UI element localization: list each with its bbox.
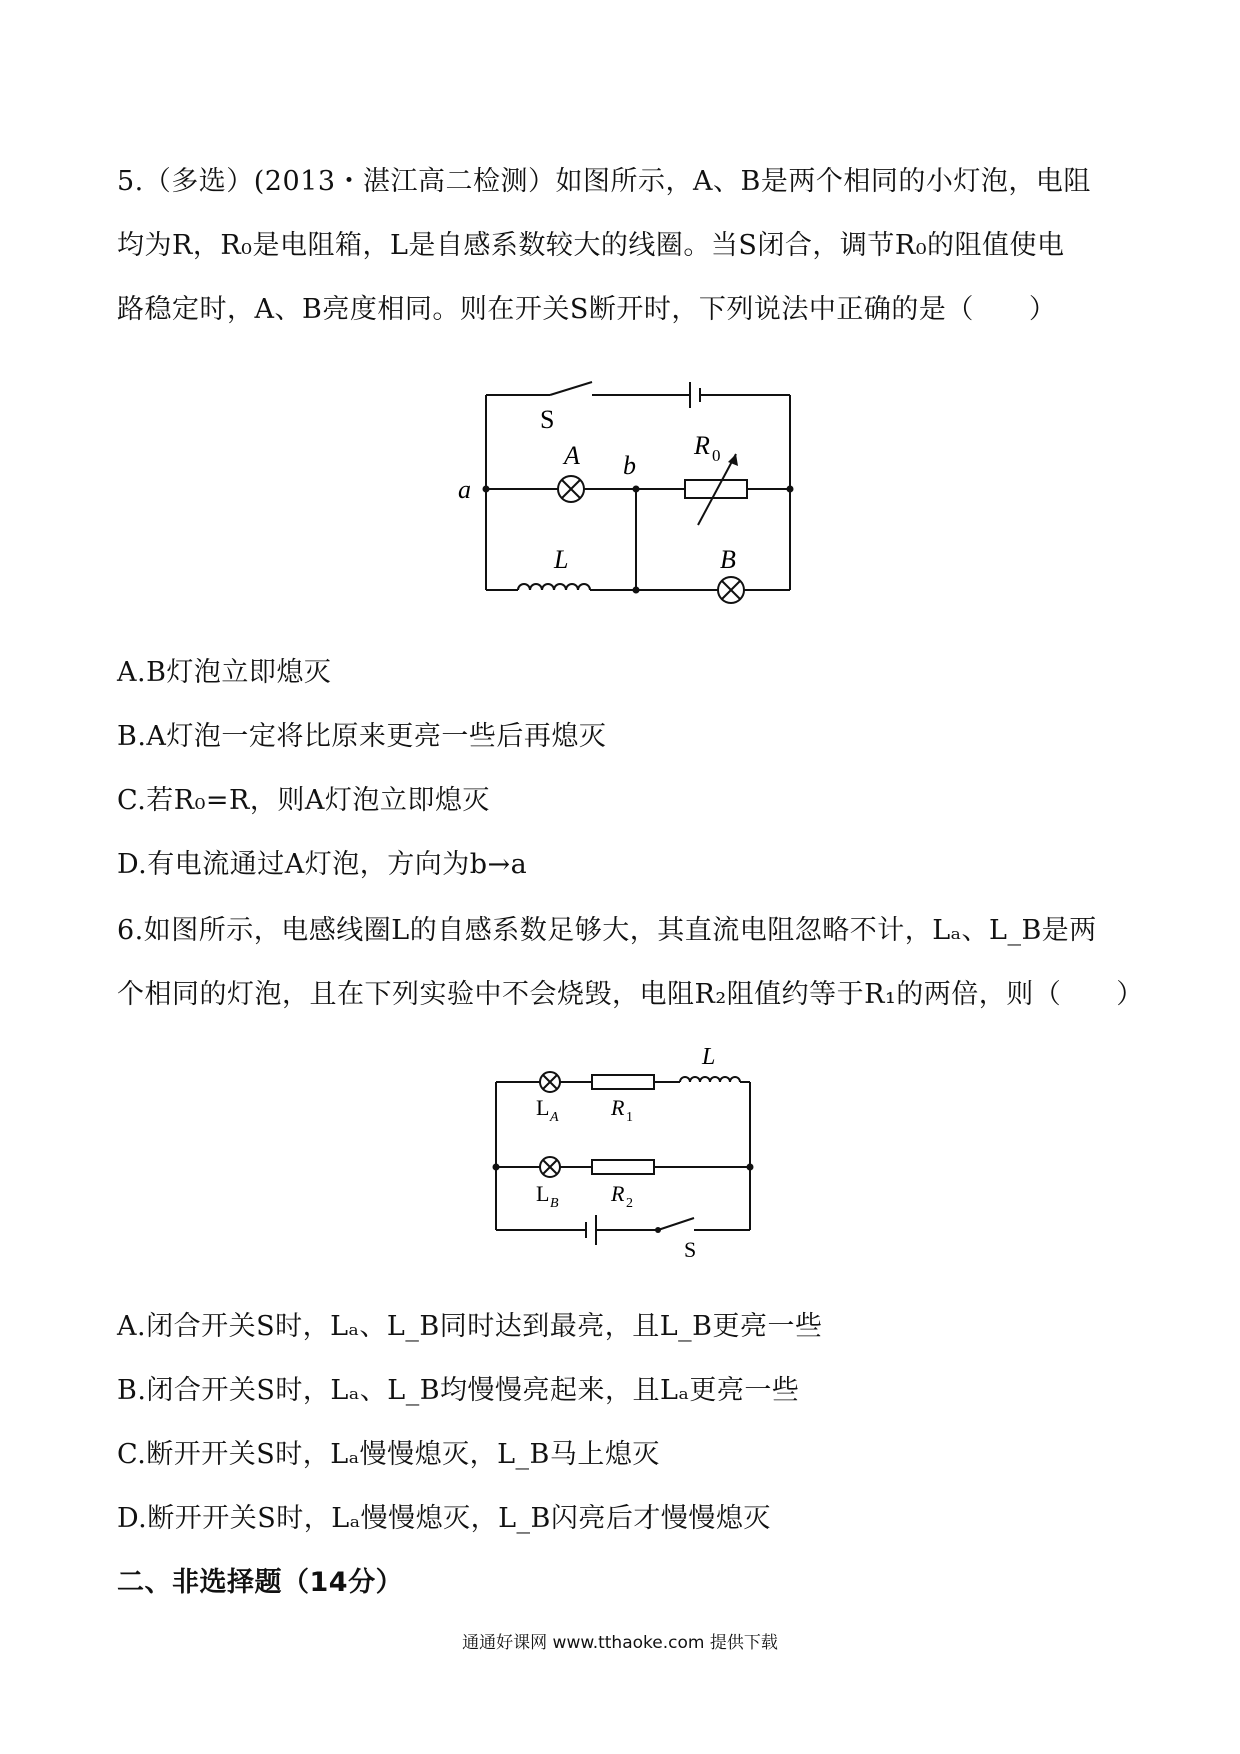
q5-label-l: L — [554, 545, 569, 574]
q6-label-r2: R — [611, 1181, 625, 1206]
q6-option-b: B.闭合开关S时，Lₐ、L_B均慢慢亮起来，且Lₐ更亮一些 — [117, 1375, 800, 1406]
q5-label-b-lamp: B — [720, 545, 736, 574]
q5-option-a: A.B灯泡立即熄灭 — [117, 657, 332, 688]
q5-line-3: 路稳定时，A、B亮度相同。则在开关S断开时，下列说法中正确的是（ ） — [117, 294, 1057, 325]
q5-option-b: B.A灯泡一定将比原来更亮一些后再熄灭 — [117, 721, 607, 752]
q6-option-a: A.闭合开关S时，Lₐ、L_B同时达到最亮，且L_B更亮一些 — [117, 1311, 823, 1342]
q5-option-c: C.若R₀=R，则A灯泡立即熄灭 — [117, 785, 490, 816]
q5-label-s: S — [540, 405, 555, 434]
q6-label-lb: L — [536, 1181, 550, 1206]
q6-line-2: 个相同的灯泡，且在下列实验中不会烧毁，电阻R₂阻值约等于R₁的两倍，则（ ） — [117, 979, 1144, 1010]
q6-label-l: L — [702, 1044, 716, 1070]
q5-circuit-diagram — [440, 370, 810, 610]
q6-label-r1-sub: 1 — [626, 1110, 633, 1125]
q6-label-s: S — [684, 1237, 697, 1260]
q6-label-lb-sub: B — [550, 1196, 559, 1211]
q5-label-a-lamp: A — [564, 441, 580, 470]
q5-label-r0-sub: 0 — [712, 446, 721, 465]
q6-option-c: C.断开开关S时，Lₐ慢慢熄灭，L_B马上熄灭 — [117, 1439, 660, 1470]
q5-line-1: 5.（多选）(2013・湛江高二检测）如图所示，A、B是两个相同的小灯泡，电阻 — [117, 166, 1091, 197]
q6-label-r2-sub: 2 — [626, 1196, 633, 1211]
section-heading: 二、非选择题（14分） — [117, 1567, 404, 1598]
q6-label-la: L — [536, 1095, 550, 1120]
q5-label-a-node: a — [458, 475, 471, 504]
q6-line-1: 6.如图所示，电感线圈L的自感系数足够大，其直流电阻忽略不计，Lₐ、L_B是两 — [117, 915, 1097, 946]
q5-option-d: D.有电流通过A灯泡，方向为b→a — [117, 849, 528, 880]
q5-line-2: 均为R，R₀是电阻箱，L是自感系数较大的线圈。当S闭合，调节R₀的阻值使电 — [117, 230, 1065, 261]
q6-option-d: D.断开开关S时，Lₐ慢慢熄灭，L_B闪亮后才慢慢熄灭 — [117, 1503, 771, 1534]
q6-label-la-sub: A — [550, 1110, 559, 1125]
q6-label-r1: R — [611, 1095, 625, 1120]
q5-label-r0: R — [694, 431, 710, 460]
footer-credit: 通通好课网 www.tthaoke.com 提供下载 — [462, 1633, 778, 1653]
q5-label-b-node: b — [623, 451, 636, 480]
q6-circuit-diagram — [480, 1030, 780, 1260]
